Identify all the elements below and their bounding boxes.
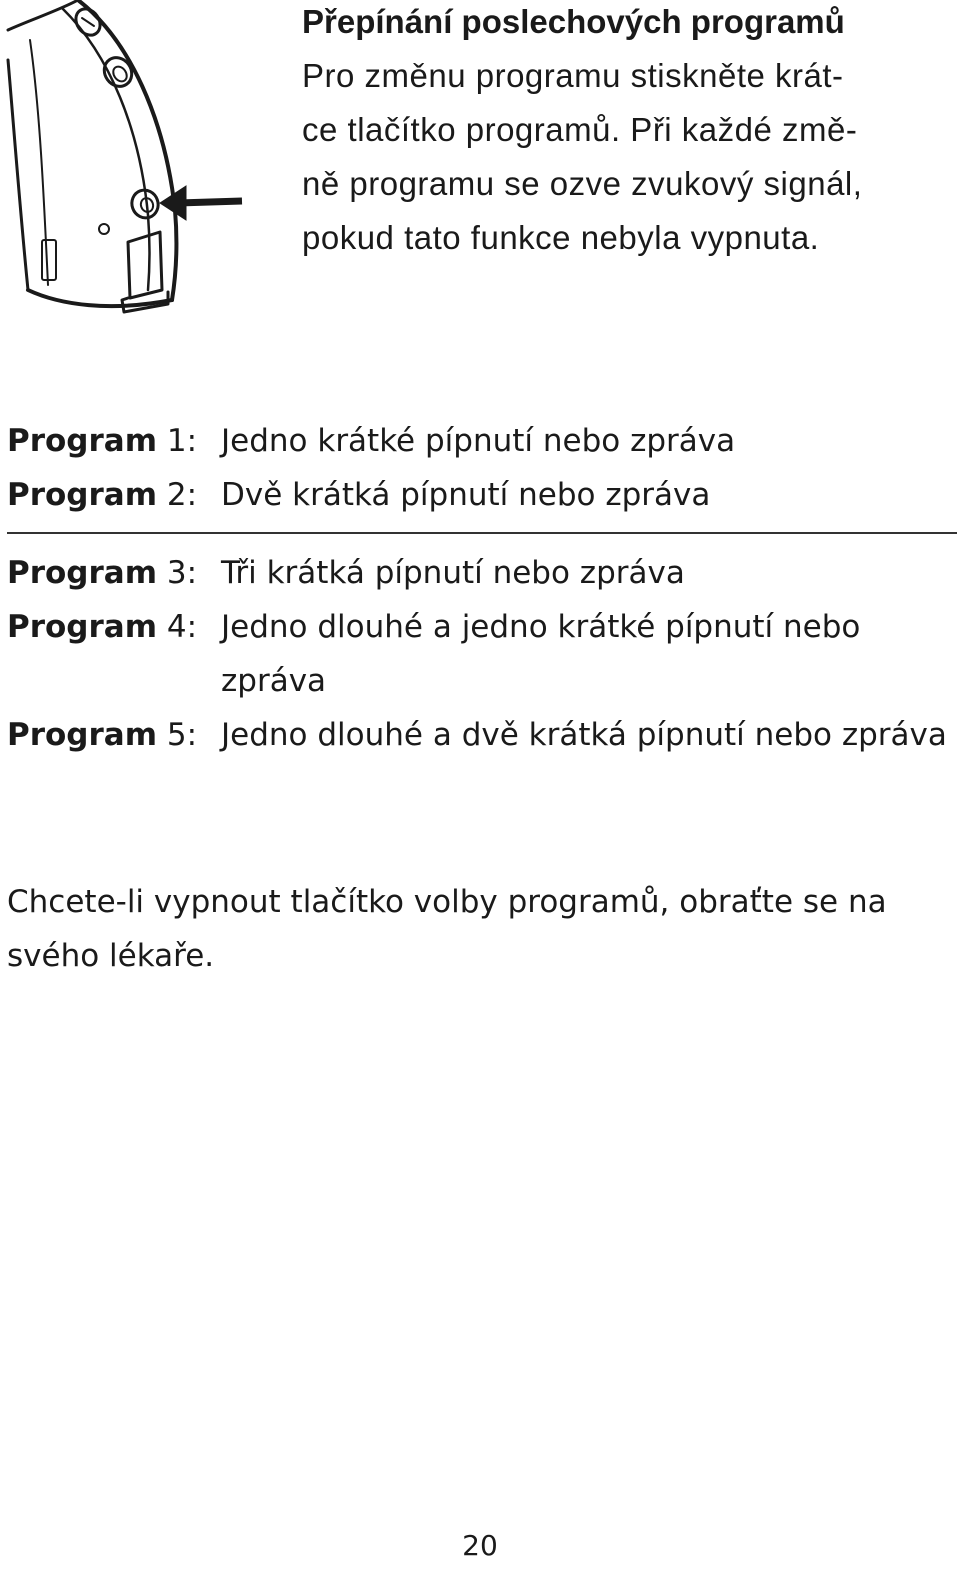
program-label-number: 3: [157, 555, 198, 591]
program-label-word: Program [7, 609, 158, 645]
program-row-4 [7, 600, 957, 708]
program-list [7, 414, 957, 762]
program-description: Tři krátká pípnutí nebo zpráva [221, 555, 685, 591]
footer-note: Chcete-li vypnout tlačítko volby programů, obraťte se na svého lékaře. [7, 884, 887, 974]
intro-paragraph [302, 49, 960, 265]
program-label-number: 1: [157, 423, 198, 459]
program-row-3 [7, 546, 957, 600]
intro-line: Pro změnu programu stiskněte krát- [302, 57, 844, 94]
program-description: Dvě krátká pípnutí nebo zpráva [221, 477, 711, 513]
program-label [7, 414, 221, 468]
hearing-aid-with-arrow-icon [0, 0, 250, 320]
program-description: Jedno krátké pípnutí nebo zpráva [221, 423, 736, 459]
program-label-word: Program [7, 423, 158, 459]
program-row-2 [7, 468, 957, 522]
program-label [7, 468, 221, 522]
page-number: 20 [462, 1529, 498, 1562]
program-label [7, 600, 221, 708]
program-label [7, 708, 221, 762]
program-label-word: Program [7, 717, 158, 753]
intro-line: ce tlačítko programů. Při každé změ- [302, 111, 858, 148]
program-label-word: Program [7, 555, 158, 591]
intro-section [302, 0, 960, 265]
program-description: Jedno dlouhé a jedno krátké pípnutí nebo zpráva [221, 609, 861, 699]
program-label-number: 5: [157, 717, 198, 753]
intro-line: ně programu se ozve zvukový signál, [302, 165, 863, 202]
program-row-1 [7, 414, 957, 468]
program-label [7, 546, 221, 600]
intro-line: pokud tato funkce nebyla vypnuta. [302, 219, 820, 256]
program-label-number: 4: [157, 609, 198, 645]
program-description: Jedno dlouhé a dvě krátká pípnutí nebo zpráva [221, 717, 947, 753]
section-title: Přepínání poslechových programů [302, 3, 845, 40]
program-row-5 [7, 708, 957, 762]
divider-line [7, 532, 957, 534]
program-label-word: Program [7, 477, 158, 513]
program-label-number: 2: [157, 477, 198, 513]
